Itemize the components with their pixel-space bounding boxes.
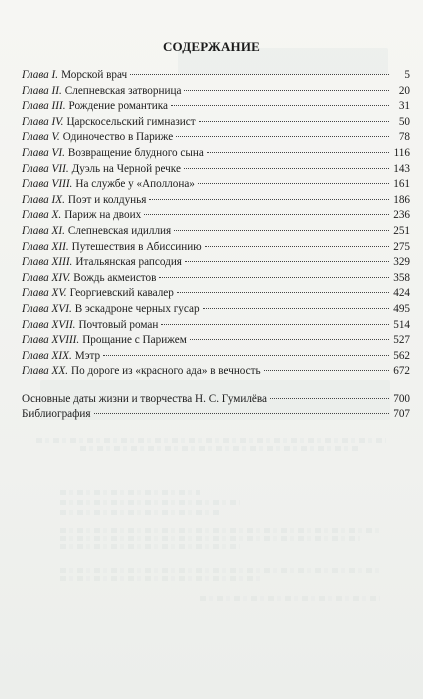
- chapter-label: Глава VIII.: [22, 178, 73, 191]
- toc-entry: [22, 84, 410, 100]
- page-number: 495: [393, 302, 410, 315]
- toc-entry: [22, 240, 410, 256]
- chapter-label: Глава XI.: [22, 224, 65, 237]
- show-through-line: [80, 446, 360, 451]
- show-through-line: [60, 528, 380, 533]
- dot-leader: [161, 324, 389, 325]
- chapter-label: Глава XVII.: [22, 318, 76, 331]
- toc-entry: [22, 68, 410, 84]
- entry-title: Итальянская рапсодия: [75, 256, 182, 269]
- dot-leader: [184, 90, 389, 91]
- chapter-list: [22, 68, 410, 380]
- entry-title: Царскосельский гимназист: [66, 115, 196, 128]
- toc-entry: [22, 224, 410, 240]
- toc-entry: [22, 146, 410, 162]
- dot-leader: [176, 136, 389, 137]
- contents-heading: СОДЕРЖАНИЕ: [162, 39, 261, 54]
- toc-entry: [22, 115, 410, 131]
- toc-entry: [22, 407, 410, 423]
- toc-entry: [22, 392, 410, 408]
- appendix-list: [22, 392, 410, 423]
- chapter-label: Глава V.: [22, 131, 60, 144]
- entry-title: Основные даты жизни и творчества Н. С. Гумилёва: [22, 392, 267, 405]
- dot-leader: [94, 413, 389, 414]
- entry-title: Дуэль на Черной речке: [71, 162, 181, 175]
- page-number: 161: [393, 178, 410, 191]
- show-through-line: [60, 490, 200, 495]
- page-number: 186: [393, 193, 410, 206]
- dot-leader: [174, 230, 389, 231]
- page-number: 329: [393, 256, 410, 269]
- chapter-label: Глава XX.: [22, 365, 69, 378]
- entry-title: Возвращение блудного сына: [67, 146, 204, 159]
- page-number: 527: [393, 334, 410, 347]
- entry-title: Поэт и колдунья: [67, 193, 147, 206]
- toc-entry: [22, 130, 410, 146]
- chapter-label: Глава XVI.: [22, 302, 72, 315]
- entry-title: В эскадроне черных гусар: [74, 302, 200, 315]
- toc-entry: [22, 208, 410, 224]
- page-number: 700: [393, 392, 410, 405]
- page-number: 50: [398, 115, 410, 128]
- toc-entry: [22, 271, 410, 287]
- show-through-line: [60, 510, 220, 515]
- entry-title: Слепневская затворница: [64, 84, 182, 97]
- chapter-label: Глава XIX.: [22, 349, 72, 362]
- chapter-label: Глава II.: [22, 84, 62, 97]
- chapter-label: Глава IX.: [22, 193, 65, 206]
- chapter-label: Глава XIII.: [22, 256, 73, 269]
- show-through-line: [36, 438, 386, 443]
- chapter-label: Глава VI.: [22, 146, 65, 159]
- dot-leader: [270, 398, 389, 399]
- entry-title: Путешествия в Абиссинию: [71, 240, 202, 253]
- show-through-line: [60, 544, 240, 549]
- page-number: 236: [393, 209, 410, 222]
- dot-leader: [190, 339, 389, 340]
- entry-title: Вождь акмеистов: [73, 271, 157, 284]
- page-number: 707: [393, 408, 410, 421]
- show-through-line: [60, 576, 260, 581]
- entry-title: Морской врач: [61, 69, 128, 81]
- section-gap: [22, 380, 410, 392]
- entry-title: Париж на двоих: [64, 209, 142, 222]
- page-number: 424: [393, 287, 410, 300]
- dot-leader: [177, 292, 389, 293]
- chapter-label: Глава XIV.: [22, 271, 71, 284]
- dot-leader: [264, 370, 389, 371]
- page-number: 31: [398, 100, 410, 113]
- entry-title: Рождение романтика: [68, 100, 168, 113]
- entry-title: Мэтр: [74, 349, 101, 362]
- toc-entry: [22, 302, 410, 318]
- toc-entry: [22, 364, 410, 380]
- dot-leader: [103, 355, 389, 356]
- dot-leader: [149, 199, 389, 200]
- page-number: 275: [393, 240, 410, 253]
- entry-title: Слепневская идиллия: [67, 224, 172, 237]
- show-through-line: [200, 596, 380, 601]
- page-number: 20: [398, 84, 410, 97]
- toc-entry: [22, 193, 410, 209]
- show-through-line: [60, 536, 360, 541]
- chapter-label: Глава VII.: [22, 162, 69, 175]
- dot-leader: [130, 74, 389, 75]
- chapter-label: Глава XV.: [22, 287, 67, 300]
- dot-leader: [184, 168, 389, 169]
- entry-title: На службе у «Аполлона»: [75, 178, 195, 191]
- show-through-line: [60, 500, 240, 505]
- page-number: 562: [393, 349, 410, 362]
- page-number: 116: [393, 146, 410, 159]
- entry-title: Прощание с Парижем: [82, 334, 187, 347]
- toc-entry: [22, 99, 410, 115]
- dot-leader: [205, 246, 389, 247]
- toc-entry: [22, 333, 410, 349]
- dot-leader: [185, 261, 389, 262]
- chapter-label: Глава X.: [22, 209, 62, 222]
- table-of-contents: [22, 68, 410, 423]
- dot-leader: [207, 152, 389, 153]
- page-number: 78: [398, 131, 410, 144]
- toc-entry: [22, 177, 410, 193]
- page-number: 143: [393, 162, 410, 175]
- toc-entry: [22, 318, 410, 334]
- show-through-line: [60, 568, 380, 573]
- dot-leader: [159, 277, 389, 278]
- dot-leader: [198, 183, 389, 184]
- page-number: 358: [393, 271, 410, 284]
- chapter-label: Глава III.: [22, 100, 66, 113]
- toc-entry: [22, 255, 410, 271]
- chapter-label: Глава I.: [22, 69, 59, 81]
- dot-leader: [171, 105, 389, 106]
- entry-title: По дороге из «красного ада» в вечность: [71, 365, 261, 378]
- page-number: 5: [404, 69, 410, 81]
- chapter-label: Глава XII.: [22, 240, 69, 253]
- page-number: 672: [393, 365, 410, 378]
- entry-title: Библиография: [22, 408, 91, 421]
- dot-leader: [144, 214, 389, 215]
- toc-entry: [22, 162, 410, 178]
- toc-entry: [22, 286, 410, 302]
- toc-entry: [22, 349, 410, 365]
- entry-title: Почтовый роман: [78, 318, 159, 331]
- entry-title: Георгиевский кавалер: [69, 287, 174, 300]
- page-number: 251: [393, 224, 410, 237]
- dot-leader: [199, 121, 389, 122]
- page-number: 514: [393, 318, 410, 331]
- chapter-label: Глава XVIII.: [22, 334, 80, 347]
- dot-leader: [203, 308, 389, 309]
- entry-title: Одиночество в Париже: [62, 131, 174, 144]
- chapter-label: Глава IV.: [22, 115, 64, 128]
